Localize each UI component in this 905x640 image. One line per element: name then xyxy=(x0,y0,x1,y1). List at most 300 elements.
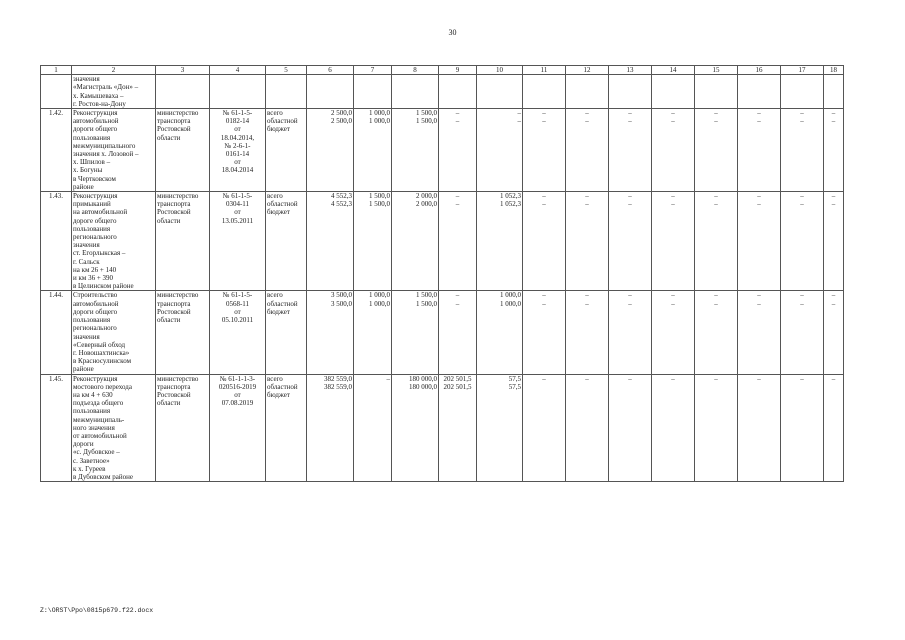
cell-line: – xyxy=(628,374,632,383)
cell-line: – xyxy=(628,117,632,126)
table-cell-c8 xyxy=(392,374,439,482)
cell-line: – xyxy=(542,109,546,118)
table-cell-exec xyxy=(156,374,210,482)
cell-line xyxy=(825,75,842,83)
cell-line: – xyxy=(386,374,390,383)
cell-line: всего xyxy=(267,374,283,383)
table-cell-c6 xyxy=(307,192,354,291)
cell-line: Реконструкция xyxy=(73,374,118,383)
table-cell-c7 xyxy=(354,291,392,374)
cell-line xyxy=(610,75,650,83)
cell-line: с. Заветное» xyxy=(73,456,110,465)
table-cell-exec xyxy=(156,291,210,374)
cell-line: 020516-2019 xyxy=(218,382,257,391)
table-cell-c17 xyxy=(781,291,824,374)
page-number: 30 xyxy=(448,28,457,37)
cell-line: – xyxy=(671,374,675,383)
cell-line xyxy=(267,75,305,83)
cell-line: – xyxy=(671,109,675,118)
table-cell-c15 xyxy=(695,192,738,291)
table-cell-doc xyxy=(210,75,266,109)
table-cell-c11 xyxy=(523,75,566,109)
table-cell-c13 xyxy=(609,75,652,109)
cell-line: бюджет xyxy=(267,307,290,316)
cell-line: в Красносулинском xyxy=(73,357,131,366)
table-cell-c8 xyxy=(392,291,439,374)
cell-line xyxy=(739,75,779,83)
cell-line: – xyxy=(757,109,761,118)
cell-line: – xyxy=(800,374,804,383)
cell-line xyxy=(355,383,390,391)
cell-line: в Дубовском районе xyxy=(73,472,133,481)
cell-line: – xyxy=(628,299,632,308)
cell-line: – xyxy=(455,291,460,300)
table-cell-c7 xyxy=(354,192,392,291)
cell-line: министерство xyxy=(157,374,199,383)
table-cell-exec xyxy=(156,109,210,192)
cell-line: районе xyxy=(73,365,94,374)
cell-line xyxy=(308,75,352,83)
cell-line: – xyxy=(800,291,804,300)
cell-line: областной xyxy=(267,117,298,126)
cell-line: 2 000,0 xyxy=(416,200,437,209)
table-cell-c10 xyxy=(477,291,523,374)
table-cell-c16 xyxy=(738,75,781,109)
cell-line: регионального xyxy=(73,324,117,333)
cell-line: всего xyxy=(267,192,283,201)
cell-line: – xyxy=(455,109,460,118)
cell-line: – xyxy=(714,291,718,300)
table-cell-name xyxy=(72,192,156,291)
cell-line: 18.04.2014, xyxy=(220,133,255,142)
cell-line: ст. Егорлыкская – xyxy=(73,249,126,258)
cell-line: – xyxy=(831,117,836,126)
cell-line: министерство xyxy=(157,192,199,201)
cell-line: – xyxy=(517,109,521,118)
cell-line: дороги общего xyxy=(73,125,118,134)
cell-line: транспорта xyxy=(157,117,191,126)
cell-line: межмуниципального xyxy=(73,141,136,150)
table-cell-c11 xyxy=(523,109,566,192)
cell-line: мостового перехода xyxy=(73,382,132,391)
table-cell-c18 xyxy=(824,374,844,482)
table-row xyxy=(41,291,844,374)
cell-line: – xyxy=(757,291,761,300)
cell-line: дороги xyxy=(73,440,94,449)
column-number-cell: 4 xyxy=(210,66,266,75)
cell-line: от xyxy=(234,208,241,217)
table-cell-c9 xyxy=(439,75,477,109)
table-row xyxy=(41,192,844,291)
table-cell-c9 xyxy=(439,109,477,192)
cell-line: области xyxy=(157,133,181,142)
cell-line: межмуниципаль- xyxy=(73,415,125,424)
cell-line: – xyxy=(831,291,836,300)
cell-line: 1.42. xyxy=(49,109,63,118)
cell-line: – xyxy=(671,192,675,201)
cell-line: от xyxy=(234,307,241,316)
cell-line xyxy=(782,75,822,83)
cell-line: транспорта xyxy=(157,382,191,391)
cell-line xyxy=(567,383,607,391)
cell-line: – xyxy=(671,200,675,209)
cell-line: – xyxy=(542,291,546,300)
table-cell-c10 xyxy=(477,109,523,192)
cell-line: – xyxy=(455,192,460,201)
column-number-cell: 8 xyxy=(392,66,439,75)
cell-line: 1 052,3 xyxy=(500,200,521,209)
cell-line: подъезда общего xyxy=(73,399,124,408)
cell-line: 3 500,0 xyxy=(331,299,352,308)
cell-line: х. Камышевахa – xyxy=(73,91,124,100)
cell-line: 0568-11 xyxy=(225,299,250,308)
column-number-cell: 3 xyxy=(156,66,210,75)
cell-line: от xyxy=(234,390,241,399)
cell-line: – xyxy=(542,299,546,308)
cell-line: от xyxy=(234,125,241,134)
cell-line: 18.04.2014 xyxy=(221,166,254,175)
table-cell-c7 xyxy=(354,374,392,482)
cell-line: «с. Дубовское – xyxy=(73,448,120,457)
cell-line: – xyxy=(542,374,546,383)
table-cell-c12 xyxy=(566,374,609,482)
cell-line: – xyxy=(671,299,675,308)
table-cell-c18 xyxy=(824,291,844,374)
cell-line: – xyxy=(831,374,836,383)
cell-line xyxy=(567,75,607,83)
table-cell-c17 xyxy=(781,192,824,291)
table-cell-exec xyxy=(156,75,210,109)
cell-line: областной xyxy=(267,200,298,209)
cell-line: – xyxy=(628,200,632,209)
cell-line: областной xyxy=(267,299,298,308)
cell-line xyxy=(696,75,736,83)
table-cell-c14 xyxy=(652,291,695,374)
table-cell-c17 xyxy=(781,75,824,109)
cell-line: – xyxy=(714,192,718,201)
cell-line: 4 552,3 xyxy=(331,200,352,209)
cell-line: 382 559,0 xyxy=(324,374,352,383)
column-number-cell: 14 xyxy=(652,66,695,75)
cell-line: 202 501,5 xyxy=(443,374,472,383)
cell-line: 1 500,0 xyxy=(416,299,437,308)
cell-line: – xyxy=(628,192,632,201)
cell-line: транспорта xyxy=(157,200,191,209)
cell-line: – xyxy=(542,117,546,126)
table-cell-c6 xyxy=(307,291,354,374)
cell-line: пользования xyxy=(73,133,111,142)
table-cell-doc xyxy=(210,291,266,374)
cell-line xyxy=(393,75,437,83)
table-cell-c13 xyxy=(609,109,652,192)
table-cell-c7 xyxy=(354,75,392,109)
cell-line: – xyxy=(831,192,836,201)
table-cell-c9 xyxy=(439,374,477,482)
cell-line: транспорта xyxy=(157,299,191,308)
column-number-cell: 11 xyxy=(523,66,566,75)
cell-line: – xyxy=(800,109,804,118)
cell-line: 382 559,0 xyxy=(324,382,352,391)
table-cell-c15 xyxy=(695,109,738,192)
column-number-cell: 16 xyxy=(738,66,781,75)
cell-line: г. Ростов-на-Дону xyxy=(73,99,126,108)
table-cell-c12 xyxy=(566,291,609,374)
table-cell-c12 xyxy=(566,192,609,291)
column-number-cell: 18 xyxy=(824,66,844,75)
table-cell-c8 xyxy=(392,75,439,109)
table-cell-c11 xyxy=(523,291,566,374)
table-cell-c14 xyxy=(652,192,695,291)
cell-line: – xyxy=(757,192,761,201)
cell-line: – xyxy=(585,109,589,118)
table-cell-c12 xyxy=(566,75,609,109)
cell-line: № 61-1-5- xyxy=(222,291,253,300)
table-cell-c16 xyxy=(738,291,781,374)
cell-line: области xyxy=(157,316,181,325)
cell-line: ного значения xyxy=(73,423,115,432)
cell-line: 1 000,0 xyxy=(369,109,390,118)
cell-line: 1 500,0 xyxy=(416,291,437,300)
table-cell-name xyxy=(72,75,156,109)
table-cell-c8 xyxy=(392,109,439,192)
table-cell-c16 xyxy=(738,109,781,192)
table-cell-c15 xyxy=(695,291,738,374)
cell-line: – xyxy=(831,299,836,308)
table-cell-c6 xyxy=(307,109,354,192)
cell-line xyxy=(157,75,208,83)
cell-line: области xyxy=(157,216,181,225)
cell-line: 180 000,0 xyxy=(409,374,437,383)
cell-line: – xyxy=(585,200,589,209)
cell-line: – xyxy=(455,299,460,308)
table-row xyxy=(41,374,844,482)
table-cell-c18 xyxy=(824,109,844,192)
cell-line: значения х. Лозовой – xyxy=(73,150,139,159)
table-cell-c18 xyxy=(824,75,844,109)
cell-line: 57,5 xyxy=(508,382,521,391)
cell-line: значения xyxy=(73,241,100,250)
cell-line: – xyxy=(585,299,589,308)
cell-line: примыканий xyxy=(73,200,111,209)
table-cell-name xyxy=(72,109,156,192)
cell-line: 3 500,0 xyxy=(331,291,352,300)
column-number-cell: 1 xyxy=(41,66,72,75)
cell-line xyxy=(211,75,264,83)
table-cell-c9 xyxy=(439,291,477,374)
cell-line: дороги общего xyxy=(73,307,118,316)
cell-line: 0182-14 xyxy=(225,117,250,126)
table-cell-c12 xyxy=(566,109,609,192)
table-cell-c15 xyxy=(695,75,738,109)
cell-line: 2 500,0 xyxy=(331,117,352,126)
table-cell-exec xyxy=(156,192,210,291)
cell-line: 13.05.2011 xyxy=(221,216,254,225)
cell-line: областной xyxy=(267,382,298,391)
table-cell-name xyxy=(72,291,156,374)
table-cell-c7 xyxy=(354,109,392,192)
cell-line: от автомобильной xyxy=(73,431,127,440)
cell-line: «Северный обход xyxy=(73,340,126,349)
cell-line: автомобильной xyxy=(73,117,119,126)
table-cell-c10 xyxy=(477,192,523,291)
cell-line: в Чертковском xyxy=(73,174,116,183)
cell-line: – xyxy=(800,117,804,126)
cell-line: Строительство xyxy=(73,291,118,300)
cell-line xyxy=(524,383,564,391)
column-number-cell: 13 xyxy=(609,66,652,75)
cell-line: дороге общего xyxy=(73,216,117,225)
cell-line: – xyxy=(671,291,675,300)
table-cell-c17 xyxy=(781,109,824,192)
cell-line: 2 000,0 xyxy=(416,192,437,201)
cell-line: бюджет xyxy=(267,125,290,134)
cell-line: на км 26 + 140 xyxy=(73,265,117,274)
table-cell-c9 xyxy=(439,192,477,291)
cell-line: 1 500,0 xyxy=(416,117,437,126)
cell-line: – xyxy=(714,374,718,383)
cell-line: пользования xyxy=(73,407,111,416)
cell-line: 1 000,0 xyxy=(369,299,390,308)
table-cell-c11 xyxy=(523,192,566,291)
cell-line: х. Шпилов – xyxy=(73,158,111,167)
table-cell-c13 xyxy=(609,374,652,482)
cell-line xyxy=(739,383,779,391)
table-cell-src xyxy=(266,291,307,374)
table-cell-doc xyxy=(210,192,266,291)
cell-line: пользования xyxy=(73,316,111,325)
column-number-cell: 12 xyxy=(566,66,609,75)
cell-line: всего xyxy=(267,109,283,118)
cell-line xyxy=(696,383,736,391)
cell-line: Ростовской xyxy=(157,307,191,316)
cell-line: пользования xyxy=(73,224,111,233)
table-cell-c10 xyxy=(477,374,523,482)
cell-line: – xyxy=(757,200,761,209)
table-cell-c18 xyxy=(824,192,844,291)
cell-line: – xyxy=(714,109,718,118)
cell-line: – xyxy=(714,200,718,209)
cell-line: – xyxy=(517,117,521,126)
cell-line: в Целинском районе xyxy=(73,282,134,291)
table-cell-c8 xyxy=(392,192,439,291)
cell-line: 0304-11 xyxy=(225,200,250,209)
table-cell-num xyxy=(41,75,72,109)
cell-line: 1.43. xyxy=(49,192,63,201)
cell-line: бюджет xyxy=(267,390,290,399)
column-number-cell: 10 xyxy=(477,66,523,75)
cell-line: и км 36 + 390 xyxy=(73,274,114,283)
column-number-cell: 9 xyxy=(439,66,477,75)
cell-line: – xyxy=(671,117,675,126)
cell-line: – xyxy=(585,374,589,383)
cell-line: районе xyxy=(73,182,94,191)
table-cell-c15 xyxy=(695,374,738,482)
table-cell-c13 xyxy=(609,291,652,374)
column-number-cell: 5 xyxy=(266,66,307,75)
file-path-footer: Z:\ORST\Ppo\0815p679.f22.docx xyxy=(40,607,154,614)
table-cell-src xyxy=(266,109,307,192)
table-cell-doc xyxy=(210,109,266,192)
cell-line: 1.45. xyxy=(49,374,63,383)
table-cell-c14 xyxy=(652,75,695,109)
cell-line: – xyxy=(585,291,589,300)
table-row xyxy=(41,75,844,109)
table-cell-c11 xyxy=(523,374,566,482)
cell-line: – xyxy=(757,374,761,383)
cell-line: 202 501,5 xyxy=(443,382,472,391)
cell-line: – xyxy=(455,117,460,126)
cell-line: – xyxy=(542,192,546,201)
cell-line: Ростовской xyxy=(157,125,191,134)
cell-line: 4 552,3 xyxy=(331,192,352,201)
cell-line: Ростовской xyxy=(157,208,191,217)
cell-line: г. Новошахтинска» xyxy=(73,348,130,357)
cell-line: на км 4 + 630 xyxy=(73,390,113,399)
cell-line xyxy=(653,75,693,83)
cell-line: на автомобильной xyxy=(73,208,128,217)
cell-line: – xyxy=(800,200,804,209)
cell-line: министерство xyxy=(157,109,199,118)
cell-line: – xyxy=(800,192,804,201)
column-number-cell: 7 xyxy=(354,66,392,75)
cell-line: – xyxy=(714,117,718,126)
table-cell-c10 xyxy=(477,75,523,109)
table-cell-num xyxy=(41,374,72,482)
cell-line: – xyxy=(757,117,761,126)
table-cell-src xyxy=(266,374,307,482)
table-cell-c14 xyxy=(652,374,695,482)
cell-line: – xyxy=(455,200,460,209)
cell-line xyxy=(782,383,822,391)
cell-line: х. Богуны xyxy=(73,166,103,175)
cell-line: к х. Гуреев xyxy=(73,464,106,473)
cell-line xyxy=(355,75,390,83)
cell-line xyxy=(524,75,564,83)
column-number-cell: 2 xyxy=(72,66,156,75)
cell-line: 1 000,0 xyxy=(500,299,521,308)
cell-line: 1 000,0 xyxy=(369,117,390,126)
cell-line xyxy=(478,75,521,83)
cell-line: регионального xyxy=(73,233,117,242)
cell-line: – xyxy=(542,200,546,209)
cell-line: – xyxy=(831,200,836,209)
cell-line: – xyxy=(628,291,632,300)
table-cell-c16 xyxy=(738,192,781,291)
cell-line: 0161-14 xyxy=(225,150,250,159)
cell-line: № 2-6-1- xyxy=(224,141,251,150)
cell-line: 57,5 xyxy=(508,374,521,383)
program-table xyxy=(40,65,844,482)
table-cell-num xyxy=(41,109,72,192)
column-number-cell: 15 xyxy=(695,66,738,75)
table-cell-num xyxy=(41,291,72,374)
cell-line: Реконструкция xyxy=(73,192,118,201)
cell-line xyxy=(653,383,693,391)
table-cell-src xyxy=(266,192,307,291)
table-cell-c17 xyxy=(781,374,824,482)
column-number-cell: 6 xyxy=(307,66,354,75)
table-row xyxy=(41,109,844,192)
cell-line: 2 500,0 xyxy=(331,109,352,118)
cell-line: – xyxy=(714,299,718,308)
cell-line xyxy=(42,75,70,83)
cell-line: – xyxy=(585,192,589,201)
cell-line: области xyxy=(157,399,181,408)
cell-line: 1 500,0 xyxy=(416,109,437,118)
cell-line: № 61-1-5- xyxy=(222,192,253,201)
cell-line: всего xyxy=(267,291,283,300)
table-cell-doc xyxy=(210,374,266,482)
